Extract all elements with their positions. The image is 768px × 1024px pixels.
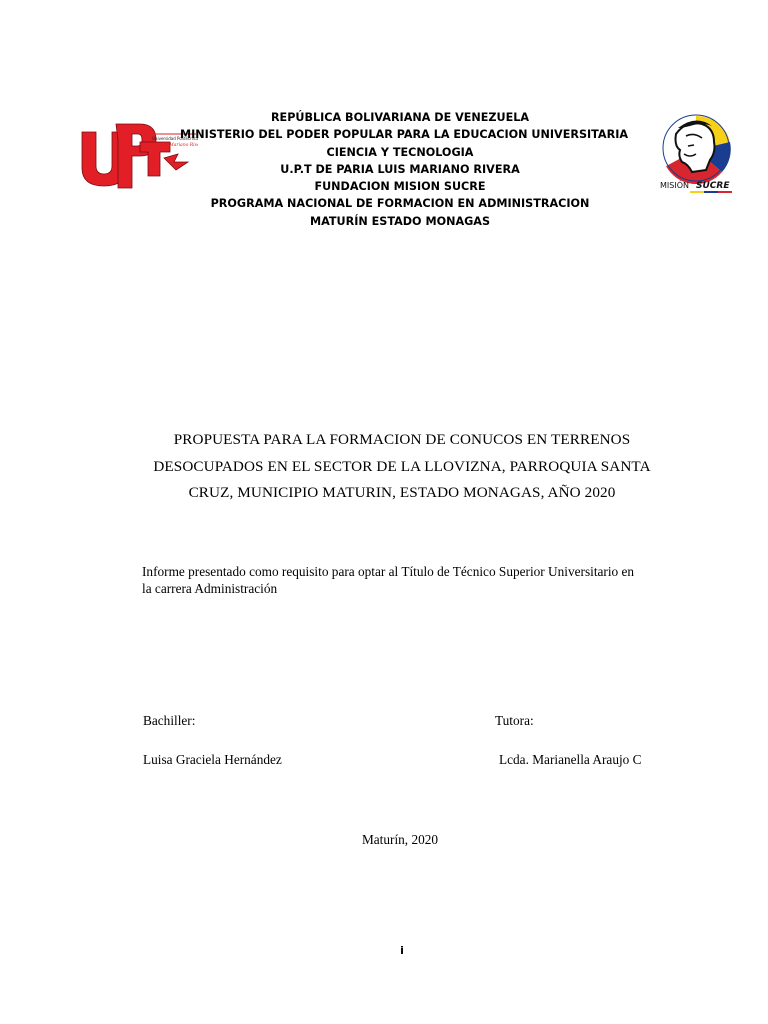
upt-logo-caption-1: Universidad Politécnica <box>152 136 198 141</box>
upt-logo-caption-2: "Luis Mariano Riv <box>156 143 198 148</box>
report-statement <box>142 563 662 597</box>
mision-sucre-logo <box>656 112 738 194</box>
title-line: DESOCUPADOS EN EL SECTOR DE LA LLOVIZNA, PARROQUIA SANTA <box>153 457 651 475</box>
document-title <box>140 427 664 507</box>
mision-sucre-logo-graphic <box>656 112 738 194</box>
institution-header <box>180 109 629 230</box>
header-line: MINISTERIO DEL PODER POPULAR PARA LA EDUCACION UNIVERSITARIA <box>180 128 629 142</box>
title-line: CRUZ, MUNICIPIO MATURIN, ESTADO MONAGAS, AÑO 2020 <box>188 484 616 501</box>
header-line: PROGRAMA NACIONAL DE FORMACION EN ADMINISTRACION <box>210 197 590 211</box>
header-line: CIENCIA Y TECNOLOGIA <box>326 145 474 159</box>
title-line: PROPUESTA PARA LA FORMACION DE CONUCOS EN TERRENOS <box>173 431 631 448</box>
place-and-date: Maturín, 2020 <box>361 832 439 847</box>
page-number: i <box>400 944 404 957</box>
header-line: REPÚBLICA BOLIVARIANA DE VENEZUELA <box>270 111 530 124</box>
bachiller-label: Bachiller: <box>143 713 196 728</box>
statement-line: la carrera Administración <box>142 581 278 596</box>
mision-logo-word: MISIÓN <box>660 181 689 190</box>
sucre-logo-word: SUCRE <box>696 181 730 191</box>
statement-line: Informe presentado como requisito para optar al Título de Técnico Superior Universitario en <box>142 564 635 579</box>
tutora-name: Lcda. Marianella Araujo C <box>499 752 642 767</box>
header-line: U.P.T DE PARIA LUIS MARIANO RIVERA <box>280 162 520 176</box>
tutora-label: Tutora: <box>495 713 534 728</box>
header-line: FUNDACION MISION SUCRE <box>314 180 486 194</box>
header-line: MATURÍN ESTADO MONAGAS <box>309 214 491 228</box>
bachiller-name: Luisa Graciela Hernández <box>143 752 282 767</box>
